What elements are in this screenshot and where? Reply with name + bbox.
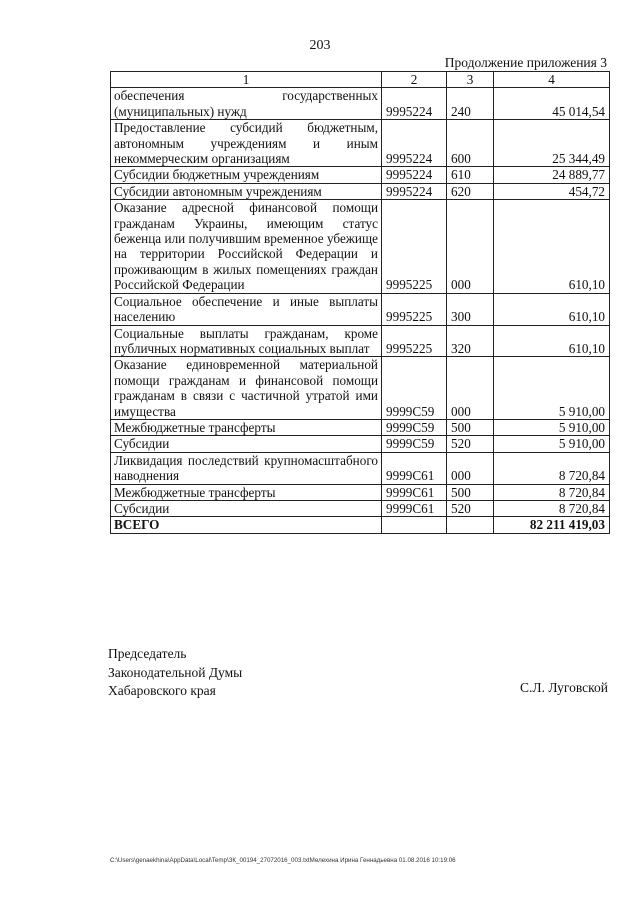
target-article-code: 9995225 <box>382 325 447 357</box>
expense-type-code: 300 <box>447 293 494 325</box>
table-row <box>111 325 610 357</box>
target-article-code: 9995224 <box>382 167 447 183</box>
amount-cell: 8 720,84 <box>494 452 610 484</box>
table-row <box>111 88 610 120</box>
amount-cell: 45 014,54 <box>494 88 610 120</box>
item-name: Межбюджетные трансферты <box>111 419 382 435</box>
amount-cell: 25 344,49 <box>494 120 610 167</box>
signature-title-line: Председатель <box>108 646 187 661</box>
target-article-code: 9999С61 <box>382 500 447 516</box>
total-amount: 82 211 419,03 <box>494 517 610 533</box>
total-row <box>111 517 610 533</box>
target-article-code: 9999С61 <box>382 452 447 484</box>
footer-file-path: C:\Users\genaekhina\AppData\Local\Temp\ЗК_00194_27072016_003.txtМелехина Ирина Геннадьевна 01.08.2016 10:19:06 <box>110 857 456 864</box>
expense-type-code: 500 <box>447 419 494 435</box>
table-row <box>111 357 610 420</box>
expense-type-code: 620 <box>447 183 494 199</box>
expense-type-code: 520 <box>447 436 494 452</box>
signature-title-line: Хабаровского края <box>108 683 216 698</box>
expense-type-code: 600 <box>447 120 494 167</box>
table-row <box>111 419 610 435</box>
item-name: Субсидии <box>111 436 382 452</box>
target-article-code: 9995224 <box>382 88 447 120</box>
amount-cell: 610,10 <box>494 200 610 293</box>
page-number: 203 <box>309 38 331 53</box>
table-row <box>111 452 610 484</box>
expense-type-code: 000 <box>447 357 494 420</box>
item-name: Ликвидация последствий крупномасштабного наводнения <box>111 452 382 484</box>
table-row <box>111 200 610 293</box>
total-label: ВСЕГО <box>111 517 382 533</box>
item-name: обеспечения государственных (муниципальных) нужд <box>111 88 382 120</box>
target-article-code: 9995224 <box>382 120 447 167</box>
item-name: Социальное обеспечение и иные выплаты населению <box>111 293 382 325</box>
target-article-code: 9999С61 <box>382 484 447 500</box>
header-cell: 4 <box>494 72 610 88</box>
expense-type-code: 240 <box>447 88 494 120</box>
amount-cell: 5 910,00 <box>494 419 610 435</box>
target-article-code: 9995224 <box>382 183 447 199</box>
expense-type-code: 500 <box>447 484 494 500</box>
expense-type-code: 320 <box>447 325 494 357</box>
amount-cell: 24 889,77 <box>494 167 610 183</box>
amount-cell: 5 910,00 <box>494 436 610 452</box>
target-article-code: 9999С59 <box>382 357 447 420</box>
header-cell: 2 <box>382 72 447 88</box>
expense-type-code: 000 <box>447 452 494 484</box>
table-row <box>111 167 610 183</box>
amount-cell: 8 720,84 <box>494 500 610 516</box>
amount-cell: 8 720,84 <box>494 484 610 500</box>
amount-cell: 5 910,00 <box>494 357 610 420</box>
table-row <box>111 120 610 167</box>
table-row <box>111 183 610 199</box>
budget-table <box>110 71 610 534</box>
continuation-note: Продолжение приложения 3 <box>444 55 607 70</box>
expense-type-code: 000 <box>447 200 494 293</box>
expense-type-code: 610 <box>447 167 494 183</box>
item-name: Межбюджетные трансферты <box>111 484 382 500</box>
empty-cell <box>447 517 494 533</box>
item-name: Социальные выплаты гражданам, кроме публичных нормативных социальных выплат <box>111 325 382 357</box>
signature-block <box>108 645 242 701</box>
target-article-code: 9999С59 <box>382 419 447 435</box>
item-name: Оказание адресной финансовой помощи гражданам Украины, имеющим статус беженца или получившим временное убежище на территории Российской Федерации и проживающим в жилых помещениях граждан Российской Федерации <box>111 200 382 293</box>
target-article-code: 9995225 <box>382 293 447 325</box>
item-name: Субсидии <box>111 500 382 516</box>
empty-cell <box>382 517 447 533</box>
amount-cell: 454,72 <box>494 183 610 199</box>
table-row <box>111 293 610 325</box>
item-name: Предоставление субсидий бюджетным, автономным учреждениям и иным некоммерческим организациям <box>111 120 382 167</box>
target-article-code: 9999С59 <box>382 436 447 452</box>
table-row <box>111 500 610 516</box>
signature-title-line: Законодательной Думы <box>108 664 243 680</box>
table-row <box>111 436 610 452</box>
amount-cell: 610,10 <box>494 325 610 357</box>
header-cell: 3 <box>447 72 494 88</box>
signatory-name: С.Л. Луговской <box>520 680 608 695</box>
header-row <box>111 72 610 88</box>
amount-cell: 610,10 <box>494 293 610 325</box>
item-name: Субсидии автономным учреждениям <box>111 183 382 199</box>
item-name: Субсидии бюджетным учреждениям <box>111 167 382 183</box>
target-article-code: 9995225 <box>382 200 447 293</box>
expense-type-code: 520 <box>447 500 494 516</box>
table-row <box>111 484 610 500</box>
header-cell: 1 <box>111 72 382 88</box>
item-name: Оказание единовременной материальной помощи гражданам и финансовой помощи гражданам в связи с частичной утратой ими имущества <box>111 357 382 420</box>
